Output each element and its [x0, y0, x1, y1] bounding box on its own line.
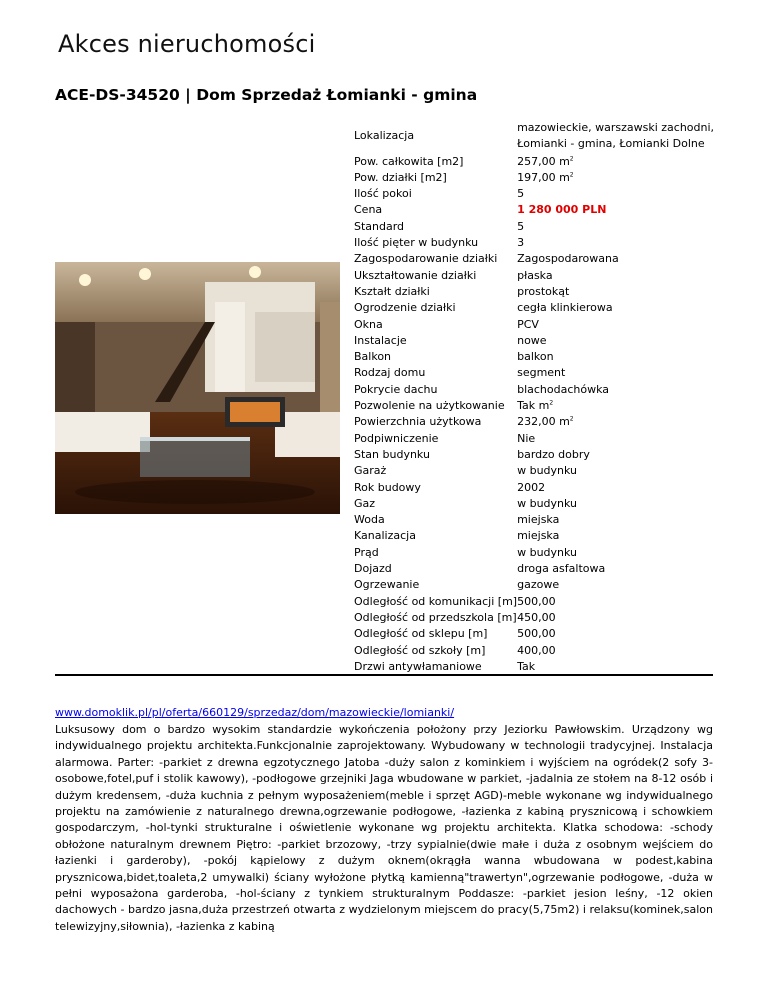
spec-label: Rodzaj domu — [354, 366, 426, 380]
spec-label: Prąd — [354, 545, 379, 559]
spec-value-text: PCV — [517, 317, 539, 331]
spec-row — [354, 365, 714, 381]
spec-label: Woda — [354, 513, 385, 527]
spec-value-text: Zagospodarowana — [517, 252, 619, 266]
spec-row — [354, 496, 714, 512]
spec-row — [354, 251, 714, 267]
spec-label: Rok budowy — [354, 480, 421, 494]
spec-value-text: gazowe — [517, 578, 560, 592]
property-description: Luksusowy dom o bardzo wysokim standardzie wykończenia położony przy Jeziorku Pawłowskim. Urządzony wg indywidualnego projektu architekta.Funkcjonalnie zaprojektowany. Wybudowany w technologii tradycyjnej. Instalacja alarmowa. Parter: -parkiet z drewna egzotycznego Jatoba -duży salon z kominkiem i wyjściem na ogródek(2 sofy 3-osobowe,fotel,puf i stolik kawowy), -podłogowe grzejniki Jaga wbudowane w parkiet, -jadalnia ze stołem na 8-12 osób i dużym kredensem, -duża kuchnia z pełnym wyposażeniem(meble i sprzęt AGD)-meble wykonane wg indywidualnego projektu na zamówienie z naturalnego drewna,ogrzewanie podłogowe, -łazienka z kabiną prysznicową i schowkiem gospodarczym, -hol-tynki strukturalne i oświetlenie wykonane wg projektu architekta. Klatka schodowa: -schody obłożone naturalnym drewnem Piętro: -parkiet brzozowy, -trzy sypialnie(dwie małe i duża z osobnym wejściem do łazienki i garderoby), -pokój kąpielowy z dużym oknem(okrągła wanna wbudowana w podest,kabina prysznicowa,bidet,toaleta,2 umywalki) ściany wyłożone płytką kamienną"trawertyn",ogrzewanie podłogowe, -duża w pełni wyposażona garderoba, -hol-ściany z tynkiem strukturalnym Poddasze: -parkiet jesion leśny, -12 okien dachowych - bardzo jasna,duża przestrzeń otwarta z wydzielonym miejscem do pracy(5,75m2) i relaksu(kominek,salon telewizyjny,siłownia), -łazienka z kabiną — [55, 723, 713, 933]
spec-label: Balkon — [354, 350, 392, 364]
spec-value — [517, 659, 714, 675]
spec-value — [517, 268, 714, 284]
spec-value-text: miejska — [517, 513, 560, 527]
spec-row — [354, 382, 714, 398]
spec-value-text: w budynku — [517, 545, 578, 559]
spec-value — [517, 561, 714, 577]
spec-value-text: miejska — [517, 529, 560, 543]
spec-row — [354, 349, 714, 365]
spec-value-text: 500,00 — [517, 594, 556, 608]
spec-row — [354, 219, 714, 235]
spec-label: Pokrycie dachu — [354, 382, 438, 396]
spec-label: Odległość od sklepu [m] — [354, 627, 488, 641]
spec-label: Gaz — [354, 496, 376, 510]
spec-row — [354, 120, 714, 154]
spec-value — [517, 382, 714, 398]
spec-value — [517, 398, 714, 414]
spec-row — [354, 643, 714, 659]
spec-row — [354, 186, 714, 202]
spec-value — [517, 170, 714, 186]
spec-value — [517, 349, 714, 365]
spec-value-text: 500,00 — [517, 627, 556, 641]
spec-value-text: w budynku — [517, 496, 578, 510]
spec-label: Kształt działki — [354, 284, 430, 298]
spec-label: Ukształtowanie działki — [354, 268, 477, 282]
spec-label: Ogrodzenie działki — [354, 301, 456, 315]
spec-row — [354, 431, 714, 447]
spec-row — [354, 202, 714, 218]
spec-row — [354, 268, 714, 284]
spec-label: Powierzchnia użytkowa — [354, 415, 482, 429]
spec-label: Drzwi antywłamaniowe — [354, 659, 482, 673]
spec-row — [354, 284, 714, 300]
listing-title: ACE-DS-34520 | Dom Sprzedaż Łomianki - gmina — [55, 86, 478, 104]
spec-row — [354, 626, 714, 642]
spec-value — [517, 431, 714, 447]
price-value — [517, 202, 714, 218]
spec-value — [517, 626, 714, 642]
spec-label: Kanalizacja — [354, 529, 416, 543]
spec-value-text: prostokąt — [517, 284, 570, 298]
spec-value-text: Tak — [517, 659, 536, 673]
spec-value — [517, 235, 714, 251]
spec-value — [517, 528, 714, 544]
spec-label: Instalacje — [354, 333, 407, 347]
spec-value-text: 400,00 — [517, 643, 556, 657]
spec-row — [354, 545, 714, 561]
spec-row — [354, 512, 714, 528]
spec-value-text: segment — [517, 366, 566, 380]
spec-value — [517, 120, 714, 154]
spec-label: Ogrzewanie — [354, 578, 420, 592]
spec-value — [517, 365, 714, 381]
spec-value — [517, 154, 714, 170]
spec-value-text: bardzo dobry — [517, 447, 590, 461]
spec-label: Podpiwniczenie — [354, 431, 439, 445]
spec-row — [354, 235, 714, 251]
spec-value-text: 450,00 — [517, 610, 556, 624]
spec-label: Pozwolenie na użytkowanie — [354, 399, 505, 413]
spec-label: Ilość pokoi — [354, 187, 412, 201]
spec-value-text: cegła klinkierowa — [517, 301, 613, 315]
spec-value-text: płaska — [517, 268, 553, 282]
spec-row — [354, 480, 714, 496]
spec-value-text: w budynku — [517, 464, 578, 478]
spec-label: Okna — [354, 317, 383, 331]
spec-value — [517, 414, 714, 430]
living-room-photo — [55, 262, 340, 514]
spec-label: Odległość od szkoły [m] — [354, 643, 486, 657]
spec-label: Pow. działki [m2] — [354, 170, 447, 184]
spec-label: Lokalizacja — [354, 129, 415, 142]
spec-label: Dojazd — [354, 562, 392, 576]
spec-row — [354, 594, 714, 610]
section-divider — [55, 674, 713, 676]
unit-superscript: 2 — [549, 399, 554, 407]
spec-value-text: blachodachówka — [517, 382, 610, 396]
property-specs-table — [354, 120, 714, 675]
spec-value — [517, 251, 714, 267]
spec-label: Pow. całkowita [m2] — [354, 154, 464, 168]
spec-value-text: nowe — [517, 333, 547, 347]
spec-value-text: Nie — [517, 431, 536, 445]
spec-row — [354, 333, 714, 349]
spec-row — [354, 463, 714, 479]
spec-value — [517, 317, 714, 333]
spec-label: Zagospodarowanie działki — [354, 252, 498, 266]
spec-value — [517, 333, 714, 349]
unit-superscript: 2 — [569, 415, 574, 423]
site-brand: Akces nieruchomości — [58, 30, 316, 58]
spec-value — [517, 480, 714, 496]
spec-value — [517, 643, 714, 659]
source-listing-link[interactable]: www.domoklik.pl/pl/oferta/660129/sprzedaz/dom/mazowieckie/lomianki/ — [55, 706, 455, 719]
spec-row — [354, 447, 714, 463]
spec-value-text: 232,00 m — [517, 415, 570, 429]
spec-row — [354, 561, 714, 577]
spec-value-text: Tak m — [517, 399, 550, 413]
spec-row — [354, 170, 714, 186]
spec-value-text: 3 — [517, 236, 525, 250]
spec-row — [354, 154, 714, 170]
spec-value-text: 5 — [517, 187, 525, 201]
unit-superscript: 2 — [569, 171, 574, 179]
spec-value — [517, 300, 714, 316]
spec-row — [354, 300, 714, 316]
spec-label: Standard — [354, 219, 405, 233]
spec-value — [517, 463, 714, 479]
spec-value — [517, 577, 714, 593]
spec-value — [517, 447, 714, 463]
spec-value — [517, 545, 714, 561]
spec-value — [517, 186, 714, 202]
spec-value-text: 5 — [517, 219, 525, 233]
spec-row — [354, 659, 714, 675]
spec-label: Odległość od przedszkola [m] — [354, 610, 517, 624]
spec-value-text: 2002 — [517, 480, 546, 494]
spec-row — [354, 398, 714, 414]
spec-value — [517, 496, 714, 512]
spec-row — [354, 577, 714, 593]
spec-value-text: 1 280 000 PLN — [517, 203, 607, 217]
spec-label: Ilość pięter w budynku — [354, 236, 479, 250]
unit-superscript: 2 — [569, 154, 574, 162]
spec-value — [517, 219, 714, 235]
spec-value-line2: Łomianki - gmina, Łomianki Dolne — [517, 137, 705, 151]
spec-row — [354, 528, 714, 544]
spec-value-text: mazowieckie, warszawski zachodni, — [517, 121, 715, 134]
spec-row — [354, 414, 714, 430]
spec-label: Garaż — [354, 464, 387, 478]
spec-row — [354, 317, 714, 333]
spec-value — [517, 284, 714, 300]
spec-value — [517, 610, 714, 626]
spec-label: Cena — [354, 203, 383, 217]
spec-value-text: 257,00 m — [517, 154, 570, 168]
spec-value-text: balkon — [517, 350, 554, 364]
spec-label: Odległość od komunikacji [m] — [354, 594, 518, 608]
spec-value — [517, 512, 714, 528]
spec-value — [517, 594, 714, 610]
spec-row — [354, 610, 714, 626]
spec-label: Stan budynku — [354, 447, 430, 461]
spec-value-text: droga asfaltowa — [517, 562, 606, 576]
spec-value-text: 197,00 m — [517, 170, 570, 184]
